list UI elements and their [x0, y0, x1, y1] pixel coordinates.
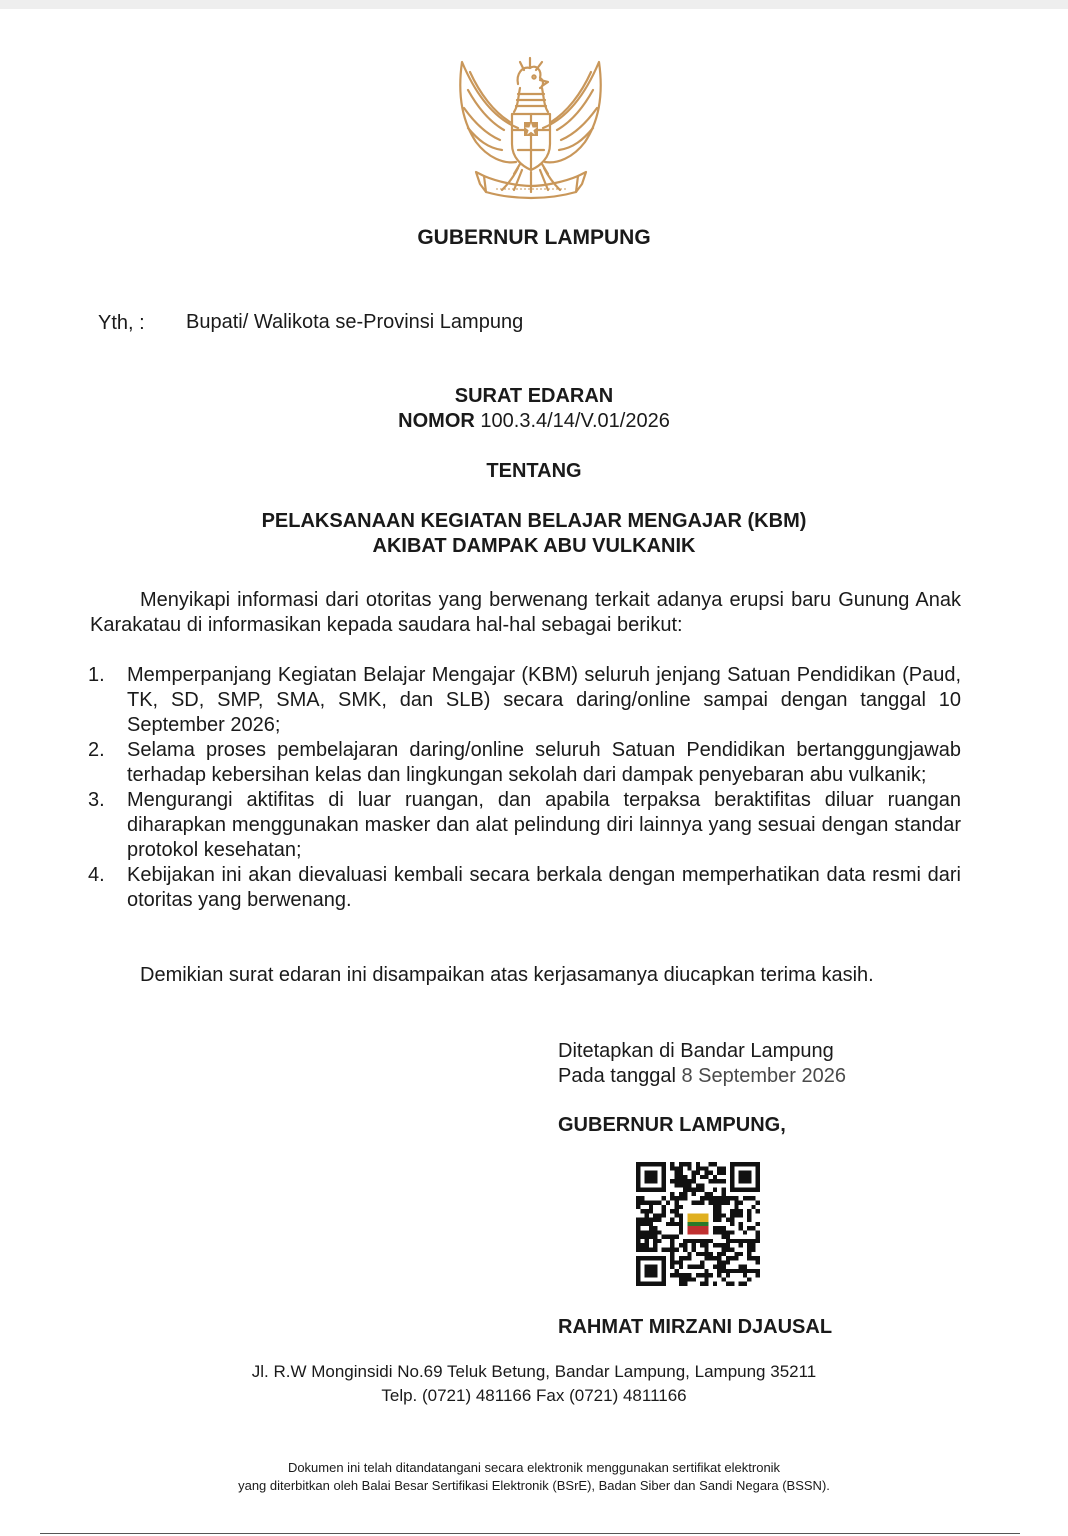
document-number-label: NOMOR — [398, 410, 475, 432]
about-label: TENTANG — [486, 460, 582, 482]
intro-paragraph: Menyikapi informasi dari otoritas yang berwenang terkait adanya erupsi baru Gunung Anak Karakatau di informasikan kepada saudara hal-hal sebagai berikut: — [90, 589, 961, 636]
closing-paragraph: Demikian surat edaran ini disampaikan atas kerjasamanya diucapkan terima kasih. — [140, 964, 874, 986]
qr-code — [636, 1162, 760, 1286]
esign-note-line-1: Dokumen ini telah ditandatangani secara elektronik menggunakan sertifikat elektronik — [287, 1460, 781, 1475]
letterhead-title: GUBERNUR LAMPUNG — [417, 226, 651, 249]
bottom-divider — [40, 1533, 1020, 1534]
document-number — [0, 410, 1068, 433]
list-item — [88, 738, 961, 788]
list-item-text: Memperpanjang Kegiatan Belajar Mengajar (KBM) seluruh jenjang Satuan Pendidikan (Paud, TK, SD, SMP, SMA, SMK, dan SLB) secara daring/online sampai dengan tanggal 10 September 2026; — [127, 664, 961, 736]
signature-place: Ditetapkan di Bandar Lampung — [558, 1040, 834, 1062]
esign-note-line-2: yang diterbitkan oleh Balai Besar Sertifikasi Elektronik (BSrE), Badan Siber dan Sandi Negara (BSSN). — [238, 1478, 830, 1493]
subject-line-1: PELAKSANAAN KEGIATAN BELAJAR MENGAJAR (KBM) — [261, 510, 807, 532]
list-item-text: Selama proses pembelajaran daring/online seluruh Satuan Pendidikan bertanggungjawab terhadap kebersihan kelas dan lingkungan sekolah dari dampak penyebaran abu vulkanik; — [127, 739, 961, 786]
signature-date — [558, 1064, 846, 1089]
signatory-title: GUBERNUR LAMPUNG, — [558, 1114, 786, 1136]
footer-address: Jl. R.W Monginsidi No.69 Teluk Betung, Bandar Lampung, Lampung 35211 — [251, 1362, 817, 1381]
list-item-number: 3. — [88, 789, 105, 811]
footer-phone: Telp. (0721) 481166 Fax (0721) 4811166 — [381, 1386, 687, 1405]
list-item — [88, 788, 961, 863]
addressee-label: Yth, : — [98, 312, 145, 334]
subject-line-2: AKIBAT DAMPAK ABU VULKANIK — [372, 535, 696, 557]
list-item — [88, 863, 961, 913]
list-item-number: 1. — [88, 664, 105, 686]
list-item — [88, 663, 961, 738]
instruction-list — [88, 663, 961, 913]
document-number-value: 100.3.4/14/V.01/2026 — [480, 410, 670, 432]
list-item-number: 4. — [88, 864, 105, 886]
garuda-emblem — [448, 50, 613, 215]
signature-date-label: Pada tanggal — [558, 1065, 676, 1087]
list-item-text: Mengurangi aktifitas di luar ruangan, dan apabila terpaksa beraktifitas diluar ruangan diharapkan menggunakan masker dan alat pelindung diri lainnya yang sesuai dengan standar protokol kesehatan; — [127, 789, 961, 861]
top-bar — [0, 0, 1068, 9]
list-item-text: Kebijakan ini akan dievaluasi kembali secara berkala dengan memperhatikan data resmi dari otoritas yang berwenang. — [127, 864, 961, 911]
signatory-name: RAHMAT MIRZANI DJAUSAL — [558, 1316, 833, 1338]
document-type: SURAT EDARAN — [454, 385, 614, 407]
addressee-value: Bupati/ Walikota se-Provinsi Lampung — [186, 311, 524, 333]
signature-date-value: 8 September 2026 — [681, 1065, 847, 1087]
list-item-number: 2. — [88, 739, 105, 761]
